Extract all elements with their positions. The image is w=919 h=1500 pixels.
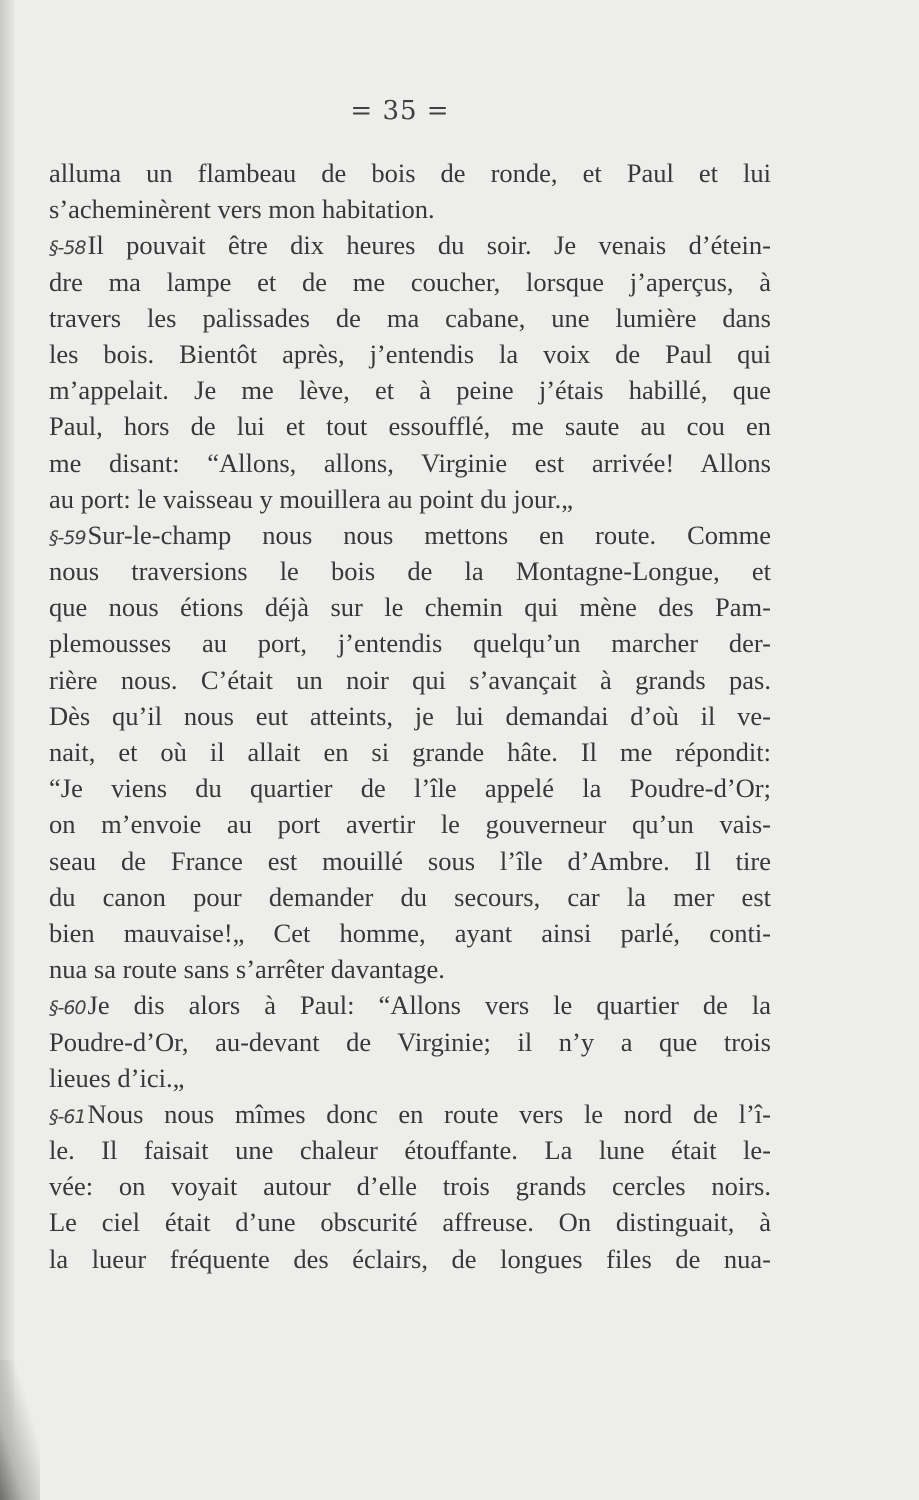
text-line (49, 770, 771, 806)
text-line (49, 372, 771, 408)
line-text: plemousses au port, j’entendis quelqu’un marcher der- (49, 628, 771, 659)
text-line (49, 191, 771, 227)
text-line (49, 1132, 771, 1168)
line-text: vée: on voyait autour d’elle trois grands cercles noirs. (49, 1171, 771, 1202)
text-line (49, 1241, 771, 1277)
text-line (49, 987, 771, 1023)
page-left-edge (0, 0, 14, 1500)
text-line (49, 1096, 771, 1132)
text-line (49, 625, 771, 661)
handwritten-paragraph-number: §-60 (49, 997, 86, 1020)
text-line (49, 445, 771, 481)
line-text: on m’envoie au port avertir le gouverneur qu’un vais- (49, 809, 771, 840)
line-text: Poudre-d’Or, au-devant de Virginie; il n’y a que trois (49, 1026, 771, 1057)
text-line (49, 517, 771, 553)
line-text: la lueur fréquente des éclairs, de longues files de nua- (49, 1243, 771, 1274)
text-line (49, 300, 771, 336)
text-line (49, 264, 771, 300)
page-number: = 35 = (350, 96, 450, 126)
line-text: nait, et où il allait en si grande hâte. Il me répondit: (49, 737, 771, 767)
line-text: le. Il faisait une chaleur étouffante. La lune était le- (49, 1135, 771, 1166)
handwritten-paragraph-number: §-58 (49, 237, 86, 260)
handwritten-paragraph-number: §-61 (49, 1105, 86, 1128)
text-line (49, 734, 771, 770)
line-text: nua sa route sans s’arrêter davantage. (49, 954, 445, 985)
line-text: Paul, hors de lui et tout essoufflé, me saute au cou en (49, 411, 771, 442)
text-line (49, 481, 771, 517)
line-text: Il pouvait être dix heures du soir. Je venais d’étein- (87, 230, 771, 261)
line-text: Dès qu’il nous eut atteints, je lui demandai d’où il ve- (49, 700, 771, 731)
text-line (49, 698, 771, 734)
line-text: Le ciel était d’une obscurité affreuse. On distinguait, à (49, 1207, 771, 1238)
line-text: seau de France est mouillé sous l’île d’Ambre. Il tire (49, 845, 771, 876)
line-text: nous traversions le bois de la Montagne-Longue, et (49, 556, 771, 587)
text-line (49, 951, 771, 987)
line-text: Nous nous mîmes donc en route vers le nord de l’î- (87, 1098, 771, 1129)
text-line (49, 1024, 771, 1060)
line-text: que nous étions déjà sur le chemin qui mène des Pam- (49, 592, 771, 623)
line-text: du canon pour demander du secours, car la mer est (49, 881, 771, 912)
line-text: dre ma lampe et de me coucher, lorsque j’aperçus, à (49, 266, 771, 297)
text-line (49, 1060, 771, 1096)
text-line (49, 589, 771, 625)
text-line (49, 879, 771, 915)
text-line (49, 155, 771, 191)
line-text: s’acheminèrent vers mon habitation. (49, 194, 435, 225)
body-text (49, 155, 771, 1277)
text-line (49, 1168, 771, 1204)
text-line (49, 806, 771, 842)
handwritten-paragraph-number: §-59 (49, 526, 86, 549)
text-line (49, 227, 771, 263)
line-text: rière nous. C’était un noir qui s’avançait à grands pas. (49, 664, 771, 695)
text-line (49, 553, 771, 589)
line-text: Je dis alors à Paul: “Allons vers le quartier de la (87, 990, 771, 1021)
line-text: au port: le vaisseau y mouillera au point du jour.„ (49, 483, 573, 514)
line-text: “Je viens du quartier de l’île appelé la Poudre-d’Or; (49, 773, 771, 804)
line-text: alluma un flambeau de bois de ronde, et Paul et lui (49, 158, 771, 188)
line-text: me disant: “Allons, allons, Virginie est arrivée! Allons (49, 447, 771, 478)
text-line (49, 408, 771, 444)
line-text: travers les palissades de ma cabane, une lumière dans (49, 302, 771, 333)
text-line (49, 336, 771, 372)
text-line (49, 662, 771, 698)
line-text: Sur-le-champ nous nous mettons en route. Comme (87, 519, 771, 550)
line-text: m’appelait. Je me lève, et à peine j’étais habillé, que (49, 375, 771, 406)
text-line (49, 915, 771, 951)
text-line (49, 1204, 771, 1240)
page-corner-shadow (0, 1360, 40, 1500)
line-text: lieues d’ici.„ (49, 1062, 185, 1093)
line-text: les bois. Bientôt après, j’entendis la voix de Paul qui (49, 338, 771, 369)
line-text: bien mauvaise!„ Cet homme, ayant ainsi parlé, conti- (49, 917, 771, 948)
text-line (49, 843, 771, 879)
